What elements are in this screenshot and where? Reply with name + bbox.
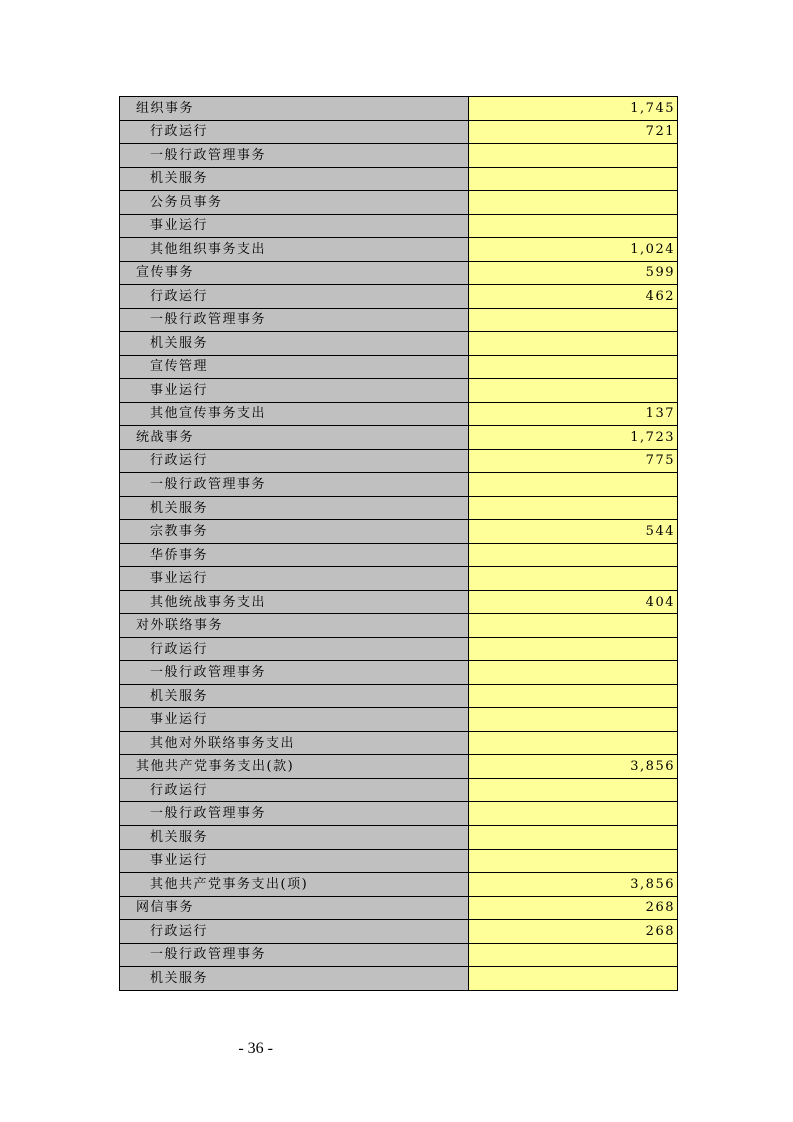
item-name-cell: 机关服务 (120, 496, 469, 520)
table-row (120, 426, 678, 450)
table-row (120, 778, 678, 802)
amount-cell (469, 379, 678, 403)
amount-cell (469, 144, 678, 168)
amount-cell (469, 967, 678, 991)
amount-cell (469, 496, 678, 520)
amount-cell: 1,745 (469, 97, 678, 121)
table-row (120, 943, 678, 967)
amount-cell (469, 567, 678, 591)
item-name-cell: 机关服务 (120, 825, 469, 849)
table-row (120, 614, 678, 638)
amount-cell (469, 637, 678, 661)
category-name-cell: 网信事务 (120, 896, 469, 920)
table-row (120, 684, 678, 708)
table-row (120, 802, 678, 826)
amount-cell: 599 (469, 261, 678, 285)
table-row (120, 731, 678, 755)
amount-cell (469, 825, 678, 849)
table-row (120, 520, 678, 544)
amount-cell: 462 (469, 285, 678, 309)
item-name-cell: 其他统战事务支出 (120, 590, 469, 614)
amount-cell: 721 (469, 120, 678, 144)
amount-cell (469, 473, 678, 497)
table-row (120, 825, 678, 849)
item-name-cell: 机关服务 (120, 967, 469, 991)
item-name-cell: 行政运行 (120, 449, 469, 473)
table-row (120, 543, 678, 567)
table-body (120, 97, 678, 991)
amount-cell (469, 802, 678, 826)
amount-cell: 3,856 (469, 873, 678, 897)
item-name-cell: 一般行政管理事务 (120, 661, 469, 685)
amount-cell (469, 214, 678, 238)
item-name-cell: 事业运行 (120, 214, 469, 238)
table-row (120, 661, 678, 685)
amount-cell (469, 191, 678, 215)
amount-cell (469, 731, 678, 755)
category-name-cell: 组织事务 (120, 97, 469, 121)
amount-cell (469, 332, 678, 356)
item-name-cell: 行政运行 (120, 920, 469, 944)
item-name-cell: 公务员事务 (120, 191, 469, 215)
amount-cell (469, 684, 678, 708)
item-name-cell: 一般行政管理事务 (120, 144, 469, 168)
table-row (120, 708, 678, 732)
table-row (120, 849, 678, 873)
table-row (120, 590, 678, 614)
table-row (120, 332, 678, 356)
amount-cell: 775 (469, 449, 678, 473)
table-row (120, 896, 678, 920)
item-name-cell: 其他组织事务支出 (120, 238, 469, 262)
category-name-cell: 宣传事务 (120, 261, 469, 285)
item-name-cell: 事业运行 (120, 567, 469, 591)
amount-cell (469, 661, 678, 685)
item-name-cell: 宣传管理 (120, 355, 469, 379)
table-row (120, 402, 678, 426)
table-row (120, 355, 678, 379)
amount-cell (469, 708, 678, 732)
table-row (120, 873, 678, 897)
amount-cell: 137 (469, 402, 678, 426)
amount-cell: 1,723 (469, 426, 678, 450)
amount-cell (469, 355, 678, 379)
table-row (120, 97, 678, 121)
item-name-cell: 机关服务 (120, 332, 469, 356)
table-row (120, 308, 678, 332)
amount-cell: 268 (469, 920, 678, 944)
item-name-cell: 行政运行 (120, 120, 469, 144)
item-name-cell: 其他对外联络事务支出 (120, 731, 469, 755)
amount-cell: 3,856 (469, 755, 678, 779)
item-name-cell: 行政运行 (120, 637, 469, 661)
table-row (120, 261, 678, 285)
amount-cell (469, 849, 678, 873)
table-row (120, 285, 678, 309)
amount-cell: 404 (469, 590, 678, 614)
table-row (120, 144, 678, 168)
amount-cell (469, 543, 678, 567)
page-number: - 36 - (238, 1040, 273, 1057)
table-row (120, 214, 678, 238)
item-name-cell: 华侨事务 (120, 543, 469, 567)
item-name-cell: 行政运行 (120, 778, 469, 802)
table-row (120, 567, 678, 591)
item-name-cell: 事业运行 (120, 379, 469, 403)
item-name-cell: 一般行政管理事务 (120, 473, 469, 497)
category-name-cell: 其他共产党事务支出(款) (120, 755, 469, 779)
item-name-cell: 宗教事务 (120, 520, 469, 544)
amount-cell (469, 778, 678, 802)
item-name-cell: 事业运行 (120, 708, 469, 732)
amount-cell (469, 614, 678, 638)
item-name-cell: 事业运行 (120, 849, 469, 873)
amount-cell (469, 308, 678, 332)
table-row (120, 473, 678, 497)
item-name-cell: 行政运行 (120, 285, 469, 309)
table-row (120, 637, 678, 661)
amount-cell: 544 (469, 520, 678, 544)
table-row (120, 379, 678, 403)
category-name-cell: 对外联络事务 (120, 614, 469, 638)
amount-cell (469, 167, 678, 191)
table-row (120, 755, 678, 779)
table-row (120, 191, 678, 215)
item-name-cell: 机关服务 (120, 167, 469, 191)
table-row (120, 920, 678, 944)
table-row (120, 238, 678, 262)
item-name-cell: 机关服务 (120, 684, 469, 708)
table-row (120, 167, 678, 191)
item-name-cell: 一般行政管理事务 (120, 943, 469, 967)
item-name-cell: 其他共产党事务支出(项) (120, 873, 469, 897)
table-row (120, 496, 678, 520)
table-row (120, 967, 678, 991)
item-name-cell: 一般行政管理事务 (120, 308, 469, 332)
amount-cell (469, 943, 678, 967)
item-name-cell: 其他宣传事务支出 (120, 402, 469, 426)
amount-cell: 268 (469, 896, 678, 920)
table-row (120, 120, 678, 144)
amount-cell: 1,024 (469, 238, 678, 262)
budget-expenditure-table (119, 96, 678, 991)
table-row (120, 449, 678, 473)
category-name-cell: 统战事务 (120, 426, 469, 450)
item-name-cell: 一般行政管理事务 (120, 802, 469, 826)
